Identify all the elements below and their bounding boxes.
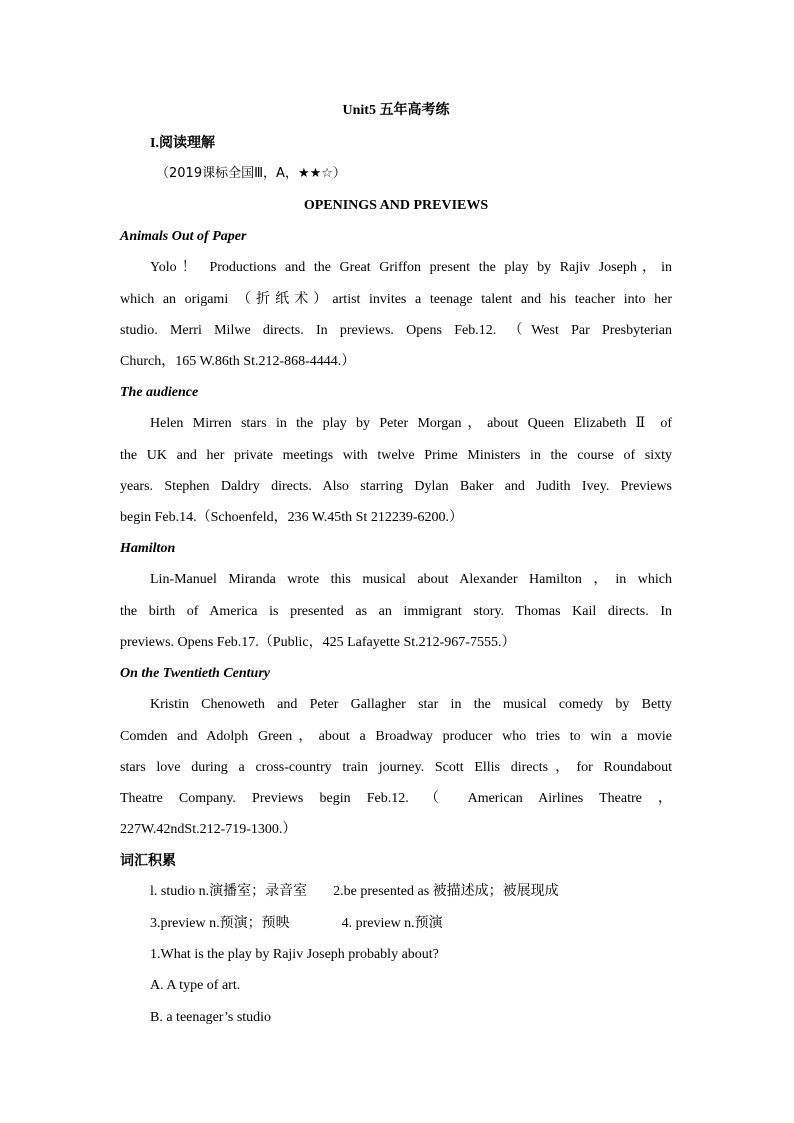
show-title: Animals Out of Paper <box>120 229 247 244</box>
vocabulary-item: 3.preview n.预演；预映 <box>150 916 290 931</box>
paragraph-line: Yolo！ Productions and the Great Griffon present the play by Rajiv Joseph，in <box>150 260 672 275</box>
source-note: （2019课标全国Ⅲ，A，★★☆） <box>156 166 346 181</box>
paragraph-line: Lin-Manuel Miranda wrote this musical about Alexander Hamilton ，in which <box>150 572 672 587</box>
paragraph-line: Church，165 W.86th St.212-868-4444.） <box>120 354 356 369</box>
paragraph-line: begin Feb.14.（Schoenfeld，236 W.45th St 212239-6200.） <box>120 510 463 525</box>
paragraph-line: Comden and Adolph Green，about a Broadway producer who tries to win a movie <box>120 729 672 744</box>
paragraph-line: which an origami （折纸术）artist invites a teenage talent and his teacher into her <box>120 292 672 307</box>
show-title: Hamilton <box>120 541 176 556</box>
paragraph-line: Helen Mirren stars in the play by Peter Morgan，about Queen Elizabeth Ⅱ of <box>150 416 672 431</box>
question-text: 1.What is the play by Rajiv Joseph probably about? <box>150 947 439 962</box>
main-heading: OPENINGS AND PREVIEWS <box>303 198 489 213</box>
show-title: On the Twentieth Century <box>120 666 271 681</box>
vocabulary-row <box>150 882 559 902</box>
vocabulary-item: 2.be presented as 被描述成；被展现成 <box>333 884 559 899</box>
paragraph-line: Kristin Chenoweth and Peter Gallagher star in the musical comedy by Betty <box>150 697 672 712</box>
paragraph-line: stars love during a cross-country train journey. Scott Ellis directs，for Roundabout <box>120 760 672 775</box>
vocabulary-item: l. studio n.演播室；录音室 <box>150 884 308 899</box>
vocabulary-item: 4. preview n.预演 <box>341 916 443 931</box>
vocabulary-heading: 词汇积累 <box>120 853 176 869</box>
answer-option: A. A type of art. <box>150 978 241 993</box>
paragraph-line: previews. Opens Feb.17.（Public，425 Lafayette St.212-967-7555.） <box>120 635 516 650</box>
page-title: Unit5 五年高考练 <box>342 103 450 118</box>
answer-option: B. a teenager’s studio <box>150 1010 272 1025</box>
paragraph-line: Theatre Company. Previews begin Feb.12. （ American Airlines Theatre ， <box>120 791 672 806</box>
paragraph-line: the UK and her private meetings with twelve Prime Ministers in the course of sixty <box>120 448 672 463</box>
paragraph-line: studio. Merri Milwe directs. In previews. Opens Feb.12. （West Par Presbyterian <box>120 323 672 338</box>
show-title: The audience <box>120 385 199 400</box>
paragraph-line: 227W.42ndSt.212-719-1300.） <box>120 822 297 837</box>
vocabulary-row <box>150 914 443 934</box>
paragraph-line: the birth of America is presented as an immigrant story. Thomas Kail directs. In <box>120 604 672 619</box>
paragraph-line: years. Stephen Daldry directs. Also starring Dylan Baker and Judith Ivey. Previews <box>120 479 672 494</box>
section-heading: I.阅读理解 <box>150 136 215 151</box>
